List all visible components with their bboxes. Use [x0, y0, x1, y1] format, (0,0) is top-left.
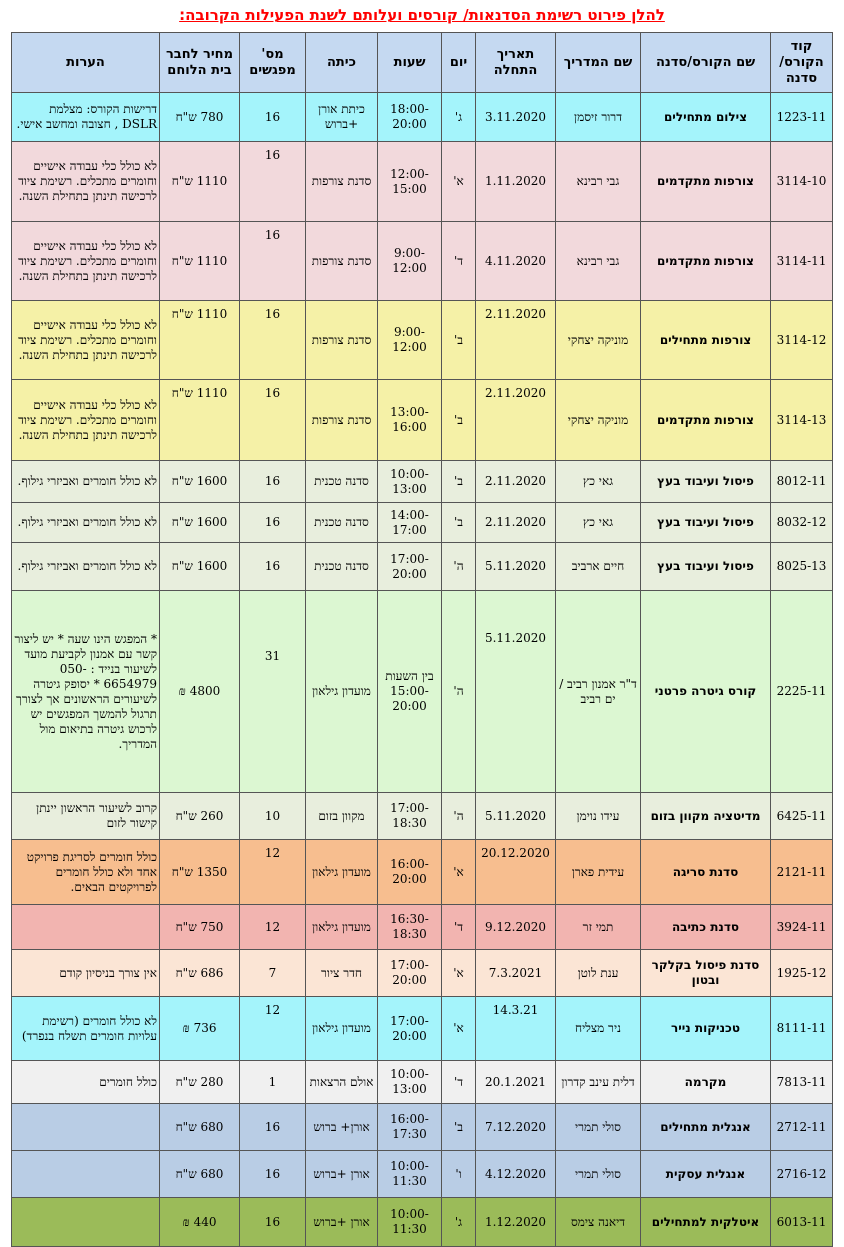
course-price: 280 ש"ח [160, 1061, 240, 1104]
course-instructor: סולי תמרי [556, 1104, 641, 1151]
header-start: תאריך התחלה [476, 33, 556, 93]
table-row [12, 905, 833, 950]
table-row [12, 301, 833, 380]
table-row [12, 950, 833, 997]
course-meetings: 12 [240, 840, 306, 905]
course-name: סדנת פיסול בקלקר ובטון [641, 950, 771, 997]
course-day: ב' [442, 503, 476, 543]
course-meetings: 16 [240, 1151, 306, 1198]
course-code: 3114-12 [771, 301, 833, 380]
course-day: ה' [442, 591, 476, 793]
course-meetings: 16 [240, 461, 306, 503]
course-meetings: 16 [240, 93, 306, 142]
course-day: ו' [442, 1151, 476, 1198]
course-meetings: 16 [240, 1198, 306, 1247]
course-hours: 10:00-11:30 [378, 1198, 442, 1247]
course-day: א' [442, 142, 476, 222]
course-code: 2225-11 [771, 591, 833, 793]
course-hours: 16:00-17:30 [378, 1104, 442, 1151]
course-room: מועדון גילאון [306, 905, 378, 950]
course-code: 6425-11 [771, 793, 833, 840]
table-row [12, 591, 833, 793]
course-instructor: מוניקה יצחקי [556, 301, 641, 380]
course-hours: 17:00-18:30 [378, 793, 442, 840]
course-notes: לא כולל כלי עבודה אישיים וחומרים מתכלים. רשימת ציוד לרכישה תינתן בתחילת השנה. [12, 301, 160, 380]
course-room: מועדון גילאון [306, 997, 378, 1061]
course-start-date: 20.12.2020 [476, 840, 556, 905]
course-name: קורס גיטרה פרטני [641, 591, 771, 793]
course-day: ג' [442, 1198, 476, 1247]
course-meetings: 16 [240, 543, 306, 591]
course-instructor: ענת לוטן [556, 950, 641, 997]
course-code: 1223-11 [771, 93, 833, 142]
course-instructor: מוניקה יצחקי [556, 380, 641, 461]
course-room: מועדון גילאון [306, 840, 378, 905]
course-instructor: עידו נוימן [556, 793, 641, 840]
course-start-date: 4.12.2020 [476, 1151, 556, 1198]
course-day: א' [442, 840, 476, 905]
course-day: ד' [442, 1061, 476, 1104]
course-hours: בין השעות 15:00-20:00 [378, 591, 442, 793]
course-price: 780 ש"ח [160, 93, 240, 142]
header-name: שם הקורס/סדנה [641, 33, 771, 93]
course-instructor: סולי תמרי [556, 1151, 641, 1198]
table-row [12, 1198, 833, 1247]
course-start-date: 14.3.21 [476, 997, 556, 1061]
course-start-date: 1.11.2020 [476, 142, 556, 222]
course-hours: 17:00-20:00 [378, 997, 442, 1061]
course-notes: * המפגש הינו שעה * יש ליצור קשר עם אמנון לקביעת מועד לשיעור בנייד : 050-6654979 * יסופק גיטרה לשיעורים הראשונים אך לצורך תרגול להמשך המפגשים יש לרכוש גיטרה בתיאום מול המדריך. [12, 591, 160, 793]
course-code: 3114-11 [771, 222, 833, 301]
course-name: סדנת סריגה [641, 840, 771, 905]
course-instructor: דרור זיסמן [556, 93, 641, 142]
course-price: 1600 ש"ח [160, 461, 240, 503]
course-code: 2121-11 [771, 840, 833, 905]
course-meetings: 12 [240, 997, 306, 1061]
course-instructor: דלית עינב קדרון [556, 1061, 641, 1104]
course-hours: 10:00-13:00 [378, 461, 442, 503]
course-room: חדר ציור [306, 950, 378, 997]
course-start-date: 2.11.2020 [476, 461, 556, 503]
course-instructor: גאי כץ [556, 461, 641, 503]
course-notes [12, 1104, 160, 1151]
course-code: 2716-12 [771, 1151, 833, 1198]
course-meetings: 1 [240, 1061, 306, 1104]
table-header-row [12, 33, 833, 93]
table-row [12, 1104, 833, 1151]
course-instructor: תמי זר [556, 905, 641, 950]
course-name: אנגלית מתחילים [641, 1104, 771, 1151]
course-name: צורפות מתחילים [641, 301, 771, 380]
course-meetings: 16 [240, 142, 306, 222]
course-name: פיסול ועיבוד בעץ [641, 543, 771, 591]
course-start-date: 2.11.2020 [476, 301, 556, 380]
course-price: 736 ₪ [160, 997, 240, 1061]
course-price: 440 ₪ [160, 1198, 240, 1247]
header-day: יום [442, 33, 476, 93]
course-notes [12, 1198, 160, 1247]
course-hours: 9:00-12:00 [378, 301, 442, 380]
course-hours: 12:00-15:00 [378, 142, 442, 222]
course-hours: 17:00-20:00 [378, 543, 442, 591]
table-row [12, 142, 833, 222]
course-start-date: 5.11.2020 [476, 591, 556, 793]
course-code: 7813-11 [771, 1061, 833, 1104]
course-hours: 10:00-11:30 [378, 1151, 442, 1198]
header-code: קוד הקורס/ סדנה [771, 33, 833, 93]
course-name: טכניקות נייר [641, 997, 771, 1061]
course-name: פיסול ועיבוד בעץ [641, 503, 771, 543]
course-name: צורפות מתקדמים [641, 142, 771, 222]
course-hours: 14:00-17:00 [378, 503, 442, 543]
course-name: איטלקית למתחילים [641, 1198, 771, 1247]
course-day: ב' [442, 301, 476, 380]
course-day: ה' [442, 543, 476, 591]
course-room: אורן +ברוש [306, 1151, 378, 1198]
course-start-date: 5.11.2020 [476, 543, 556, 591]
course-room: כיתת אורן +ברוש [306, 93, 378, 142]
course-start-date: 2.11.2020 [476, 503, 556, 543]
course-day: ד' [442, 905, 476, 950]
course-day: ג' [442, 93, 476, 142]
table-row [12, 793, 833, 840]
course-room: סדנה טכנית [306, 503, 378, 543]
table-row [12, 380, 833, 461]
table-row [12, 222, 833, 301]
course-code: 3114-10 [771, 142, 833, 222]
course-day: ה' [442, 793, 476, 840]
course-name: מדיטציה מקוון בזום [641, 793, 771, 840]
course-hours: 10:00-13:00 [378, 1061, 442, 1104]
course-start-date: 2.11.2020 [476, 380, 556, 461]
course-price: 680 ש"ח [160, 1104, 240, 1151]
course-name: צילום מתחילים [641, 93, 771, 142]
course-name: אנגלית עסקית [641, 1151, 771, 1198]
table-row [12, 997, 833, 1061]
course-notes [12, 905, 160, 950]
course-price: 680 ש"ח [160, 1151, 240, 1198]
course-room: סדנת צורפות [306, 301, 378, 380]
course-instructor: עידית פארן [556, 840, 641, 905]
course-meetings: 7 [240, 950, 306, 997]
courses-table [11, 32, 833, 1247]
course-start-date: 4.11.2020 [476, 222, 556, 301]
course-meetings: 31 [240, 591, 306, 793]
course-notes: לא כולל חומרים ואביזרי גילוף. [12, 503, 160, 543]
course-day: ב' [442, 380, 476, 461]
course-price: 260 ש"ח [160, 793, 240, 840]
course-instructor: ניר מצליח [556, 997, 641, 1061]
course-room: סדנת צורפות [306, 222, 378, 301]
table-row [12, 1061, 833, 1104]
course-hours: 17:00-20:00 [378, 950, 442, 997]
course-instructor: גבי רבינא [556, 142, 641, 222]
course-day: א' [442, 997, 476, 1061]
course-notes: קרוב לשיעור הראשון יינתן קישור לזום [12, 793, 160, 840]
course-meetings: 16 [240, 503, 306, 543]
course-code: 3114-13 [771, 380, 833, 461]
course-instructor: גבי רבינא [556, 222, 641, 301]
course-price: 1110 ש"ח [160, 301, 240, 380]
course-instructor: חיים ארביב [556, 543, 641, 591]
table-row [12, 840, 833, 905]
table-row [12, 1151, 833, 1198]
course-notes: כולל חומרים לסריגת פרויקט אחד ולא כולל חומרים לפרויקטים הבאים. [12, 840, 160, 905]
course-price: 1600 ש"ח [160, 503, 240, 543]
course-code: 8012-11 [771, 461, 833, 503]
course-room: אורן+ ברוש [306, 1104, 378, 1151]
course-start-date: 1.12.2020 [476, 1198, 556, 1247]
course-price: 1110 ש"ח [160, 222, 240, 301]
course-price: 750 ש"ח [160, 905, 240, 950]
course-room: סדנה טכנית [306, 543, 378, 591]
course-start-date: 7.3.2021 [476, 950, 556, 997]
course-start-date: 5.11.2020 [476, 793, 556, 840]
course-price: 1110 ש"ח [160, 142, 240, 222]
header-room: כיתה [306, 33, 378, 93]
course-notes [12, 1151, 160, 1198]
course-notes: אין צורך בניסיון קודם [12, 950, 160, 997]
course-room: מקוון בזום [306, 793, 378, 840]
course-notes: לא כולל חומרים ואביזרי גילוף. [12, 543, 160, 591]
course-code: 1925-12 [771, 950, 833, 997]
course-day: ב' [442, 1104, 476, 1151]
course-name: צורפות מתקדמים [641, 380, 771, 461]
course-code: 6013-11 [771, 1198, 833, 1247]
course-room: אולם הרצאות [306, 1061, 378, 1104]
course-meetings: 16 [240, 380, 306, 461]
course-notes: דרישות הקורס: מצלמת DSLR , חצובה ומחשב אישי. [12, 93, 160, 142]
header-notes: הערות [12, 33, 160, 93]
course-start-date: 7.12.2020 [476, 1104, 556, 1151]
course-meetings: 16 [240, 1104, 306, 1151]
course-room: סדנת צורפות [306, 142, 378, 222]
course-price: 4800 ₪ [160, 591, 240, 793]
course-notes: לא כולל כלי עבודה אישיים וחומרים מתכלים. רשימת ציוד לרכישה תינתן בתחילת השנה. [12, 222, 160, 301]
course-day: א' [442, 950, 476, 997]
course-code: 3924-11 [771, 905, 833, 950]
course-name: מקרמה [641, 1061, 771, 1104]
course-name: סדנת כתיבה [641, 905, 771, 950]
course-price: 1350 ש"ח [160, 840, 240, 905]
course-notes: לא כולל כלי עבודה אישיים וחומרים מתכלים. רשימת ציוד לרכישה תינתן בתחילת השנה. [12, 142, 160, 222]
page-title: להלן פירוט רשימת הסדנאות/ קורסים ועלותם לשנת הפעילות הקרובה: [179, 6, 665, 24]
course-code: 8025-13 [771, 543, 833, 591]
table-row [12, 461, 833, 503]
course-code: 8032-12 [771, 503, 833, 543]
course-price: 1110 ש"ח [160, 380, 240, 461]
course-notes: לא כולל כלי עבודה אישיים וחומרים מתכלים. רשימת ציוד לרכישה תינתן בתחילת השנה. [12, 380, 160, 461]
course-hours: 13:00-16:00 [378, 380, 442, 461]
course-code: 8111-11 [771, 997, 833, 1061]
course-meetings: 12 [240, 905, 306, 950]
header-price: מחיר לחבר בית הלוחם [160, 33, 240, 93]
table-row [12, 503, 833, 543]
course-code: 2712-11 [771, 1104, 833, 1151]
course-room: אורן +ברוש [306, 1198, 378, 1247]
course-price: 1600 ש"ח [160, 543, 240, 591]
course-instructor: ד"ר אמנון רביב / ים רביב [556, 591, 641, 793]
header-meetings: מס' מפגשים [240, 33, 306, 93]
course-room: סדנה טכנית [306, 461, 378, 503]
course-instructor: גאי כץ [556, 503, 641, 543]
header-instructor: שם המדריך [556, 33, 641, 93]
course-start-date: 3.11.2020 [476, 93, 556, 142]
course-price: 686 ש"ח [160, 950, 240, 997]
course-meetings: 16 [240, 222, 306, 301]
course-start-date: 9.12.2020 [476, 905, 556, 950]
course-hours: 16:00-20:00 [378, 840, 442, 905]
course-notes: לא כולל חומרים (רשימת עלויות חומרים תשלח בנפרד) [12, 997, 160, 1061]
course-day: ב' [442, 461, 476, 503]
course-room: מועדון גילאון [306, 591, 378, 793]
header-hours: שעות [378, 33, 442, 93]
course-instructor: דיאנה צימס [556, 1198, 641, 1247]
course-hours: 9:00-12:00 [378, 222, 442, 301]
course-notes: כולל חומרים [12, 1061, 160, 1104]
course-name: צורפות מתקדמים [641, 222, 771, 301]
course-meetings: 10 [240, 793, 306, 840]
course-hours: 16:30-18:30 [378, 905, 442, 950]
course-room: סדנת צורפות [306, 380, 378, 461]
course-name: פיסול ועיבוד בעץ [641, 461, 771, 503]
table-row [12, 93, 833, 142]
course-start-date: 20.1.2021 [476, 1061, 556, 1104]
course-day: ד' [442, 222, 476, 301]
course-hours: 18:00-20:00 [378, 93, 442, 142]
course-meetings: 16 [240, 301, 306, 380]
table-row [12, 543, 833, 591]
course-notes: לא כולל חומרים ואביזרי גילוף. [12, 461, 160, 503]
